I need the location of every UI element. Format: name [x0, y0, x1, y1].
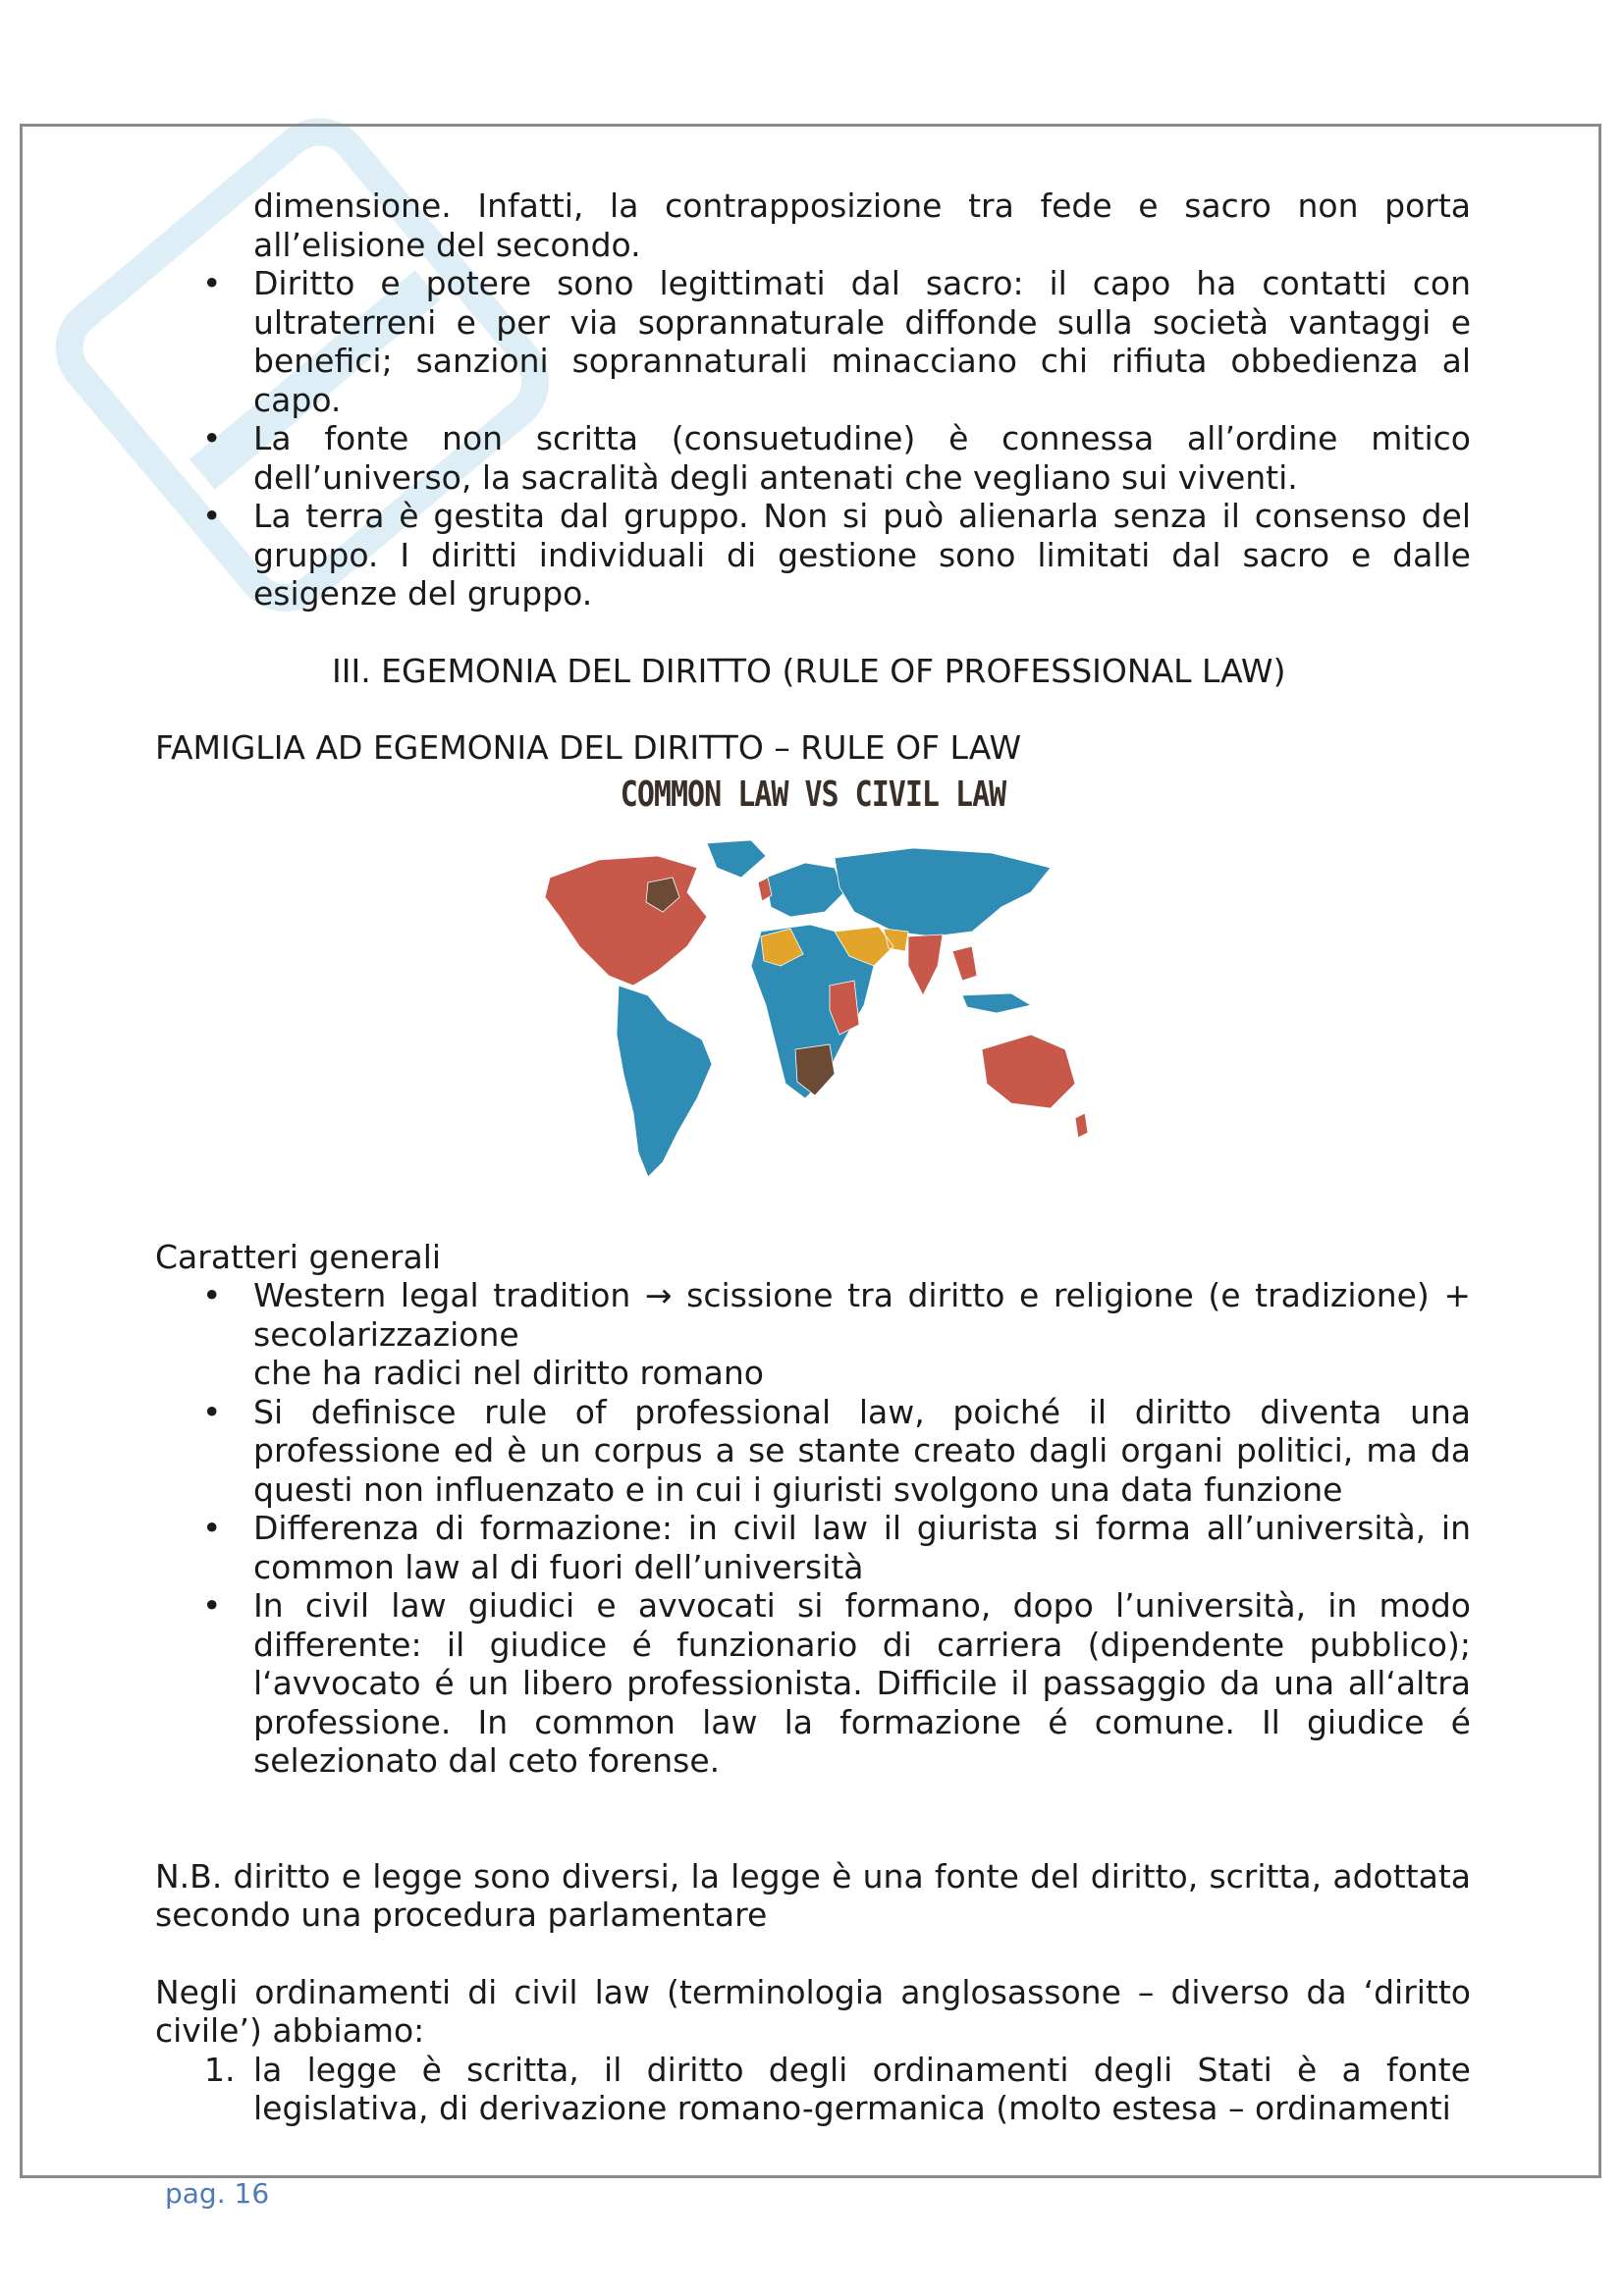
map-europe	[766, 863, 844, 917]
world-map-image	[540, 838, 1090, 1187]
civil-law-intro: Negli ordinamenti di civil law (terminologia anglosassone – diverso da ‘diritto civile’) abbiamo:	[155, 1972, 1471, 2050]
list-item: 1. la legge è scritta, il diritto degli ordinamenti degli Stati è a fonte legislativa, di derivazione romano-germanica (molto estesa – ordinamenti	[204, 2050, 1471, 2127]
list-item: • La terra è gestita dal gruppo. Non si può alienarla senza il consenso del gruppo. I diritti individuali di gestione sono limitati dal sacro e dalle esigenze del gruppo.	[155, 497, 1471, 614]
map-title: COMMON LAW VS CIVIL LAW	[620, 773, 1006, 815]
numbered-list	[155, 2051, 1471, 2128]
bullet-list-top	[155, 264, 1471, 614]
map-india	[908, 934, 943, 995]
map-asia	[835, 848, 1051, 936]
list-item: • Diritto e potere sono legittimati dal sacro: il capo ha contatti con ultraterreni e per via soprannaturale diffonde sulla società vantaggi e benefici; sanzioni soprannaturali minacciano chi rifiuta obbedienza al capo.	[155, 264, 1471, 419]
list-item: • Western legal tradition → scissione tra diritto e religione (e tradizione) + secolarizzazione che ha radici nel diritto romano	[155, 1276, 1471, 1393]
subheading: FAMIGLIA AD EGEMONIA DEL DIRITTO – RULE OF LAW	[155, 728, 1022, 767]
list-item: • La fonte non scritta (consuetudine) è connessa all’ordine mitico dell’universo, la sacralità degli antenati che vegliano sui viventi.	[155, 419, 1471, 497]
map-greenland	[707, 840, 766, 878]
map-north-america	[545, 856, 707, 986]
legal-systems-map	[155, 768, 1471, 1200]
arrow-icon: →	[644, 1276, 673, 1314]
list-number: 1.	[204, 2050, 236, 2089]
general-heading: Caratteri generali	[155, 1237, 442, 1276]
map-south-america	[617, 986, 712, 1177]
map-se-asia	[952, 946, 977, 981]
nb-paragraph: N.B. diritto e legge sono diversi, la legge è una fonte del diritto, scritta, adottata secondo una procedura parlamentare	[155, 1856, 1471, 1934]
list-item: • In civil law giudici e avvocati si formano, dopo l’università, in modo differente: il giudice é funzionario di carriera (dipendente pubblico); l‘avvocato é un libero professionista. Difficile il passaggio da una all‘altra professione. In common law la formazione é comune. Il giudice é selezionato dal ceto forense.	[155, 1586, 1471, 1781]
bullet-list-general	[155, 1276, 1471, 1781]
intro-paragraph: dimensione. Infatti, la contrapposizione tra fede e sacro non porta all’elisione del secondo.	[253, 187, 1471, 264]
list-item: • Si definisce rule of professional law, poiché il diritto diventa una professione ed è un corpus a se stante creato dagli organi politici, ma da questi non influenzato e in cui i giuristi svolgono una data funzione	[155, 1393, 1471, 1510]
page-content	[155, 187, 1471, 2128]
page-number: pag. 16	[165, 2177, 270, 2210]
list-item: • Differenza di formazione: in civil law il giurista si forma all’università, in common law al di fuori dell’università	[155, 1509, 1471, 1586]
map-new-zealand	[1075, 1113, 1088, 1138]
map-indonesia	[962, 993, 1031, 1013]
map-australia	[982, 1035, 1075, 1108]
section-heading: III. EGEMONIA DEL DIRITTO (RULE OF PROFESSIONAL LAW)	[332, 651, 1286, 690]
